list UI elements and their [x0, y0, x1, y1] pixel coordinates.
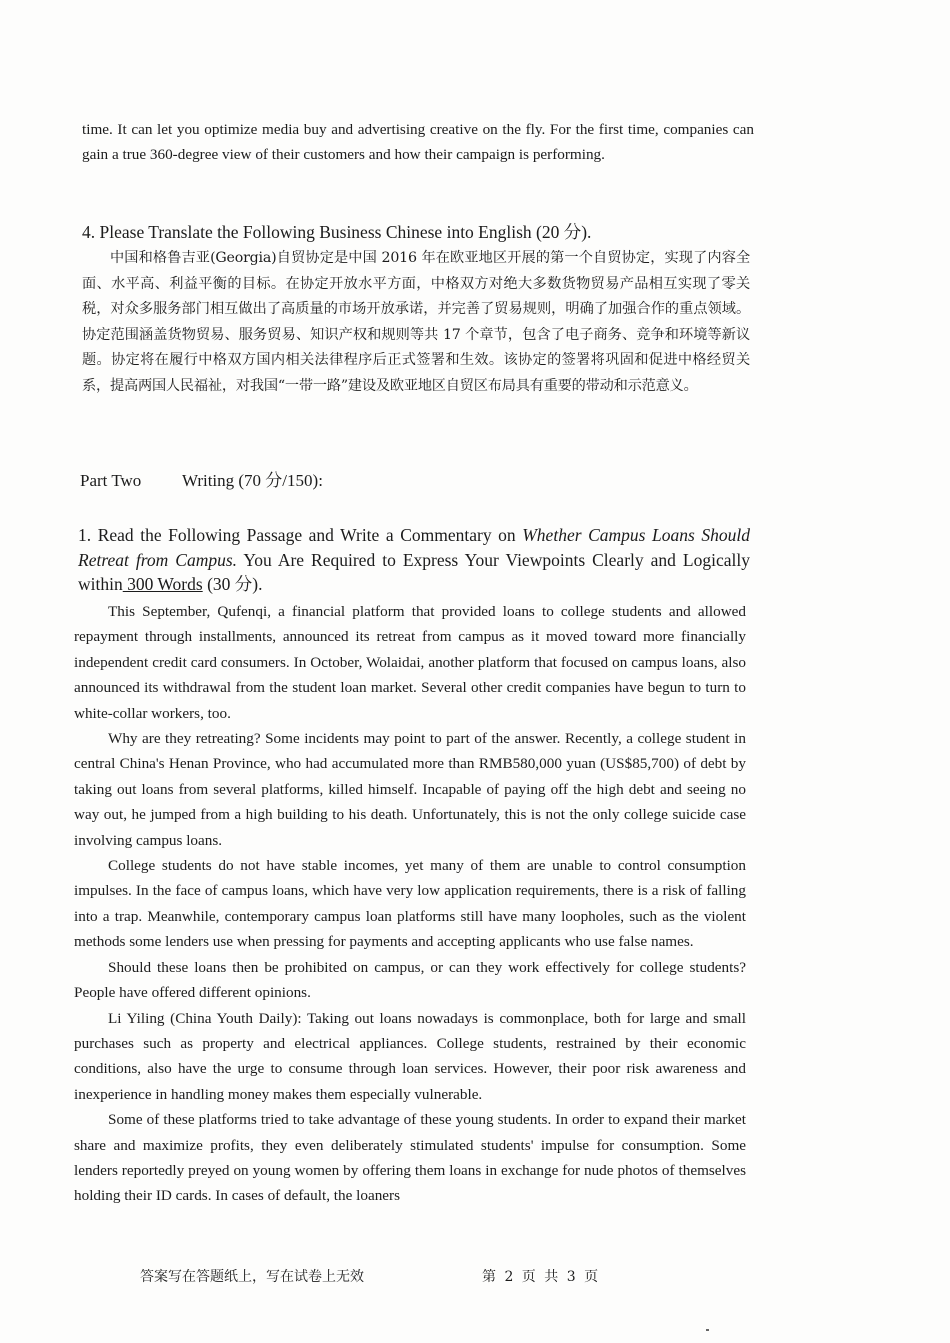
part-two-subtitle: Writing (70 分/150):	[181, 471, 323, 490]
question1-middle: You Are Required to Express Your Viewpoints Clearly and Logically within	[78, 549, 750, 594]
passage-paragraph: Why are they retreating? Some incidents may point to part of the answer. Recently, a college student in central China's Henan Province, who had accumulated more than RMB580,000 yuan (US$85,700) of debt by taking out loans from several platforms, killed himself. Incapable of paying off the high debt and seeing no way out, he jumped from a high building to his death. Unfortunately, this is not the only college suicide case involving campus loans.	[74, 730, 746, 849]
question1-prefix: 1. Read the Following Passage and Write a Commentary on	[78, 525, 523, 545]
question1-word-limit: 300 Words	[122, 574, 203, 594]
passage-paragraph: College students do not have stable incomes, yet many of them are unable to control consumption impulses. In the face of campus loans, which have very low application requirements, there is a risk of falling into a trap. Meanwhile, contemporary campus loan platforms still have many loopholes, such as the violent methods some lenders use when pressing for payments and accepting applicants who use false names.	[74, 857, 746, 951]
passage-paragraph: Should these loans then be prohibited on campus, or can they work effectively for college students? People have offered different opinions.	[74, 958, 746, 1002]
chinese-translation-text: 中国和格鲁吉亚(Georgia)自贸协定是中国 2016 年在欧亚地区开展的第一个自贸协定，实现了内容全面、水平高、利益平衡的目标。在协定开放水平方面，中格双方对绝大多数货物贸易产品相互实现了零关税，对众多服务部门相互做出了高质量的市场开放承诺，并完善了贸易规则，明确了加强合作的重点领域。协定范围涵盖货物贸易、服务贸易、知识产权和规则等共 17 个章节，包含了电子商务、竞争和环境等新议题。协定将在履行中格双方国内相关法律程序后正式签署和生效。该协定的签署将巩固和促进中格经贸关系，提高两国人民福祉，对我国“一带一路”建设及欧亚地区自贸区布局具有重要的带动和示范意义。	[82, 250, 750, 394]
part-two-title: Part Two	[80, 471, 142, 490]
question1-suffix: (30 分).	[202, 574, 263, 594]
passage-paragraph: Some of these platforms tried to take advantage of these young students. In order to expand their market share and maximize profits, they even deliberately stimulated students' impulse for consumption. Some lenders reportedly preyed on young women by offering them loans in exchange for nude photos of themselves holding their ID cards. In cases of default, the loaners	[74, 1111, 746, 1205]
scan-speck	[706, 1329, 709, 1331]
question1-topic: Whether Campus Loans Should Retreat from Campus.	[78, 525, 750, 570]
passage-paragraph: Li Yiling (China Youth Daily): Taking out loans nowadays is commonplace, both for large and small purchases such as property and electrical appliances. College students, restrained by their economic conditions, also have the urge to consume through loan services. However, their poor risk awareness and inexperience in handling money makes them especially vulnerable.	[74, 1009, 746, 1103]
question1-heading	[78, 523, 750, 597]
footer-note: 答案写在答题纸上，写在试卷上无效	[140, 1269, 364, 1285]
page-number: 第 2 页 共 3 页	[482, 1269, 599, 1285]
reading-passage	[74, 599, 746, 1209]
intro-paragraph: time. It can let you optimize media buy and advertising creative on the fly. For the first time, companies can gain a true 360-degree view of their customers and how their campaign is performing.	[82, 121, 754, 163]
section4-heading: 4. Please Translate the Following Business Chinese into English (20 分).	[82, 222, 592, 242]
part-two-header	[80, 469, 323, 493]
passage-paragraph: This September, Qufenqi, a financial platform that provided loans to college students and allowed repayment through installments, announced its retreat from campus as it moved toward more financially independent credit card consumers. In October, Wolaidai, another platform that focused on campus loans, also announced its withdrawal from the student loan market. Several other credit companies have begun to turn to white-collar workers, too.	[74, 603, 746, 722]
